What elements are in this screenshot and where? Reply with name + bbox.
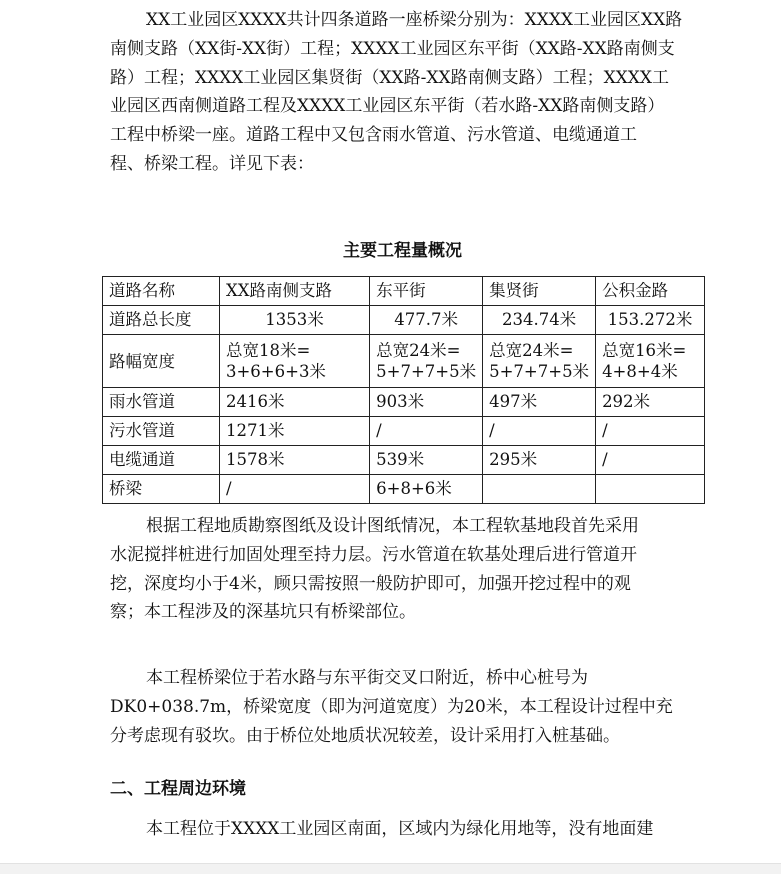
table-cell: [483, 475, 596, 504]
table-cell: 东平街: [370, 277, 483, 306]
table-cell: 1271米: [219, 417, 369, 446]
table-cell: 903米: [370, 388, 483, 417]
table-cell: /: [596, 417, 705, 446]
table-cell: [596, 335, 705, 388]
table-cell: 电缆通道: [103, 446, 220, 475]
page-bottom-bar: [0, 863, 781, 874]
text-line: DK0+038.7m，桥梁宽度（即为河道宽度）为20米，本工程设计过程中充: [110, 696, 673, 717]
table-cell: 234.74米: [483, 306, 596, 335]
text-line: 挖，深度均小于4米，顾只需按照一般防护即可，加强开挖过程中的观: [110, 573, 631, 594]
table-cell: /: [483, 417, 596, 446]
table-row-cable: [103, 446, 705, 475]
environment-paragraph: [110, 815, 695, 844]
table-cell: 路幅宽度: [103, 335, 220, 388]
table-cell: 153.272米: [596, 306, 705, 335]
table-cell: /: [370, 417, 483, 446]
cell-line: 总宽18米=: [225, 341, 311, 360]
table-row-sewage: [103, 417, 705, 446]
text-line: 根据工程地质勘察图纸及设计图纸情况，本工程软基地段首先采用: [146, 516, 639, 536]
text-line: 本工程桥梁位于若水路与东平街交叉口附近，桥中心桩号为: [146, 668, 588, 688]
table-cell: 6+8+6米: [370, 475, 483, 504]
table-cell: [370, 335, 483, 388]
table-cell: 1578米: [219, 446, 369, 475]
text-line: 业园区西南侧道路工程及XXXX工业园区东平街（若水路-XX路南侧支路）: [110, 96, 665, 117]
table-cell: [596, 475, 705, 504]
cell-line: 4+8+4米: [602, 362, 678, 381]
table-cell: 539米: [370, 446, 483, 475]
text-line: 水泥搅拌桩进行加固处理至持力层。污水管道在软基处理后进行管道开: [110, 544, 637, 565]
geology-paragraph: [110, 512, 695, 627]
table-cell: 道路总长度: [103, 306, 220, 335]
table-header-row: [103, 277, 705, 306]
text-line: 本工程位于XXXX工业园区南面，区域内为绿化用地等，没有地面建: [146, 819, 654, 839]
text-line: XX工业园区XXXX共计四条道路一座桥梁分别为：XXXX工业园区XX路: [146, 10, 683, 30]
quantities-table: [102, 276, 705, 504]
table-cell: 集贤街: [483, 277, 596, 306]
table-cell: XX路南侧支路: [219, 277, 369, 306]
table-cell: 污水管道: [103, 417, 220, 446]
table-cell: /: [596, 446, 705, 475]
table-row-bridge: [103, 475, 705, 504]
table-cell: 477.7米: [370, 306, 483, 335]
table-cell: 桥梁: [103, 475, 220, 504]
cell-line: 5+7+7+5米: [376, 362, 477, 381]
table-cell: 292米: [596, 388, 705, 417]
table-cell: 497米: [483, 388, 596, 417]
table-cell: 295米: [483, 446, 596, 475]
cell-line: 5+7+7+5米: [489, 362, 590, 381]
text-line: 分考虑现有驳坎。由于桥位处地质状况较差，设计采用打入桩基础。: [110, 725, 620, 746]
intro-paragraph: [110, 6, 695, 179]
section-heading: 二、工程周边环境: [110, 779, 246, 799]
table-row-rain: [103, 388, 705, 417]
cell-line: 总宽24米=: [376, 341, 461, 360]
table-row-length: [103, 306, 705, 335]
table-title: 主要工程量概况: [343, 241, 462, 261]
bridge-paragraph: [110, 664, 695, 750]
table-cell: 道路名称: [103, 277, 220, 306]
table-cell: 1353米: [219, 306, 369, 335]
table-cell: 雨水管道: [103, 388, 220, 417]
text-line: 路）工程；XXXX工业园区集贤街（XX路-XX路南侧支路）工程；XXXX工: [110, 67, 669, 88]
cell-line: 总宽24米=: [489, 341, 574, 360]
table-cell: [483, 335, 596, 388]
cell-line: 总宽16米=: [602, 341, 687, 360]
text-line: 察；本工程涉及的深基坑只有桥梁部位。: [110, 602, 416, 623]
text-line: 程、桥梁工程。详见下表：: [110, 153, 314, 174]
text-line: 工程中桥梁一座。道路工程中又包含雨水管道、污水管道、电缆通道工: [110, 125, 637, 146]
table-row-width: [103, 335, 705, 388]
table-cell: /: [219, 475, 369, 504]
table-cell: 公积金路: [596, 277, 705, 306]
table-cell: 2416米: [219, 388, 369, 417]
text-line: 南侧支路（XX街-XX街）工程；XXXX工业园区东平街（XX路-XX路南侧支: [110, 38, 675, 59]
cell-line: 3+6+6+3米: [225, 362, 326, 381]
table-cell: [219, 335, 369, 388]
